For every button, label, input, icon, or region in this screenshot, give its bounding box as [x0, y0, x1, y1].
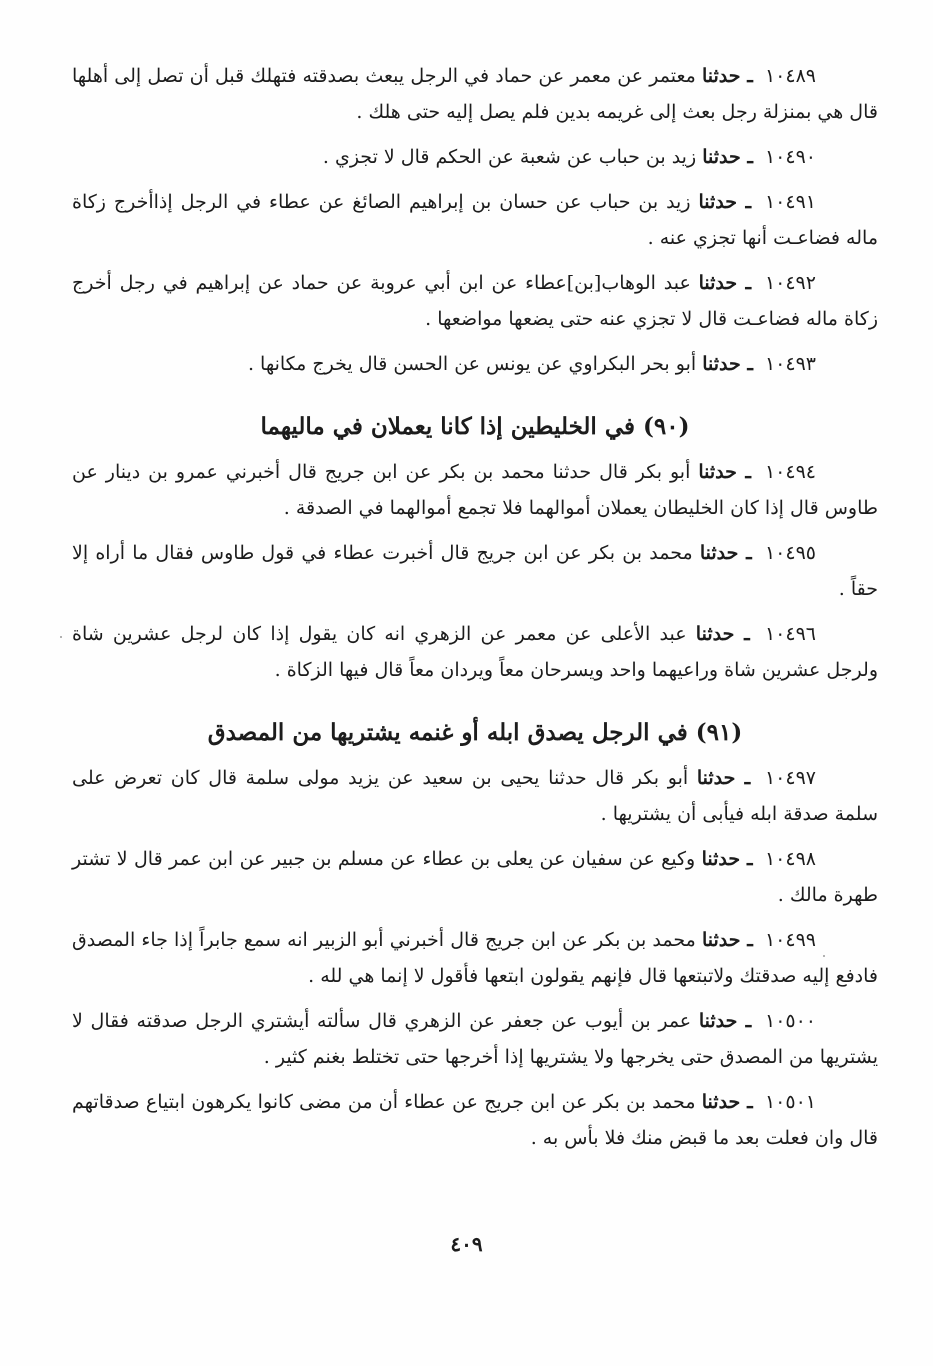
hadith-entry — [72, 1084, 878, 1156]
hadith-number: ١٠٤٩٧ — [764, 767, 816, 789]
hadith-text: أبو بكر قال حدثنا يحيى بن سعيد عن يزيد مولى سلمة قال كان تعرض على سلمة صدقة ابله فيأبى أن يشتريها . — [72, 767, 878, 825]
hadith-lead: ـ حدثنا — [699, 542, 752, 564]
hadith-text: زيد بن حباب عن شعبة عن الحكم قال لا تجزي . — [322, 146, 697, 168]
hadith-entry — [72, 454, 878, 526]
hadith-text: وكيع عن سفيان عن يعلى بن عطاء عن مسلم بن جبير عن ابن عمر قال لا تشتر طهرة مالك . — [72, 848, 878, 906]
hadith-entry — [72, 346, 878, 382]
hadith-number: ١٠٥٠٠ — [764, 1010, 817, 1032]
hadith-entry — [72, 184, 878, 256]
hadith-lead: ـ حدثنا — [698, 461, 751, 483]
hadith-text: عبد الأعلى عن معمر عن الزهري انه كان يقول إذا كان لرجل عشرين شاة ولرجل عشرين شاة وراعيهما واحد ويسرحان معاً ويردان معاً قال فيها الزكاة . — [72, 623, 878, 681]
hadith-text: أبو بحر البكراوي عن يونس عن الحسن قال يخرج مكانها . — [247, 353, 697, 375]
hadith-number: ١٠٤٩٥ — [764, 542, 816, 564]
page-content — [72, 58, 878, 1165]
hadith-text: زيد بن حباب عن حسان بن إبراهيم الصائغ عن عطاء في الرجل إذاأخرج زكاة ماله فضاعـت أنها تجزي عنه . — [72, 191, 878, 249]
scan-speck — [823, 955, 825, 957]
hadith-text: أبو بكر قال حدثنا محمد بن بكر عن ابن جريج قال أخبرني عمرو بن دينار عن طاوس قال إذا كان الخليطان يعملان أموالهما فلا تجمع أموالهما في الصدقة . — [72, 461, 878, 519]
hadith-number: ١٠٤٩١ — [764, 191, 816, 213]
scan-speck — [60, 636, 62, 638]
hadith-lead: ـ حدثنا — [696, 767, 751, 789]
hadith-number: ١٠٤٩٤ — [764, 461, 816, 483]
hadith-number: ١٠٤٩٣ — [764, 353, 816, 375]
hadith-lead: ـ حدثنا — [701, 1091, 753, 1113]
hadith-number: ١٠٤٩٠ — [764, 146, 816, 168]
hadith-entry — [72, 139, 878, 175]
hadith-text: عمر بن أيوب عن جعفر عن الزهري قال سألته أيشتري الرجل صدقته فقال لا يشتريها من المصدق حتى يخرجها ولا يشتريها إذا أخرجها حتى تختلط بغنم كثير . — [72, 1010, 878, 1068]
hadith-number: ١٠٤٩٨ — [764, 848, 816, 870]
hadith-entry — [72, 841, 878, 913]
page-number: ٤٠٩ — [450, 1232, 483, 1256]
hadith-number: ١٠٤٨٩ — [764, 65, 816, 87]
hadith-text: عبد الوهاب[بن]عطاء عن ابن أبي عروبة عن حماد عن إبراهيم في رجل أخرج زكاة ماله فضاعـت قال لا تجزي عنه حتى يضعها مواضعها . — [72, 272, 878, 330]
hadith-entry — [72, 535, 878, 607]
hadith-lead: ـ حدثنا — [698, 1010, 752, 1032]
hadith-entry — [72, 760, 878, 832]
chapter-heading-90: (٩٠) في الخليطين إذا كانا يعملان في ماليهما — [260, 413, 690, 440]
hadith-lead: ـ حدثنا — [701, 848, 753, 870]
hadith-lead: ـ حدثنا — [701, 65, 753, 87]
hadith-text: معتمر عن معمر عن حماد في الرجل يبعث بصدقته فتهلك قبل أن تصل إلى أهلها قال هي بمنزلة رجل بعث إلى غريمه بدين فلم يصل إليه حتى هلك . — [72, 65, 878, 123]
hadith-number: ١٠٤٩٦ — [764, 623, 816, 645]
hadith-lead: ـ حدثنا — [702, 353, 753, 375]
hadith-entry — [72, 58, 878, 130]
hadith-entry — [72, 1003, 878, 1075]
hadith-text: محمد بن بكر عن ابن جريج قال أخبرت عطاء في قول طاوس فقال ما أراه إلا حقاً . — [72, 542, 878, 600]
hadith-lead: ـ حدثنا — [698, 191, 752, 213]
hadith-text: محمد بن بكر عن ابن جريج عن عطاء أن من مضى كانوا يكرهون ابتياع صدقاتهم قال وان فعلت بعد ما قبض منك فلا بأس به . — [72, 1091, 878, 1149]
hadith-number: ١٠٤٩٢ — [764, 272, 816, 294]
hadith-lead: ـ حدثنا — [701, 929, 753, 951]
hadith-lead: ـ حدثنا — [702, 146, 753, 168]
hadith-text: محمد بن بكر عن ابن جريج قال أخبرني أبو الزبير انه سمع جابراً إذا جاء المصدق فادفع إليه صدقتك ولاتبتعها قال فإنهم يقولون ابتعها فأقول لا إنما هي لله . — [72, 929, 878, 987]
hadith-entry — [72, 922, 878, 994]
hadith-lead: ـ حدثنا — [695, 623, 750, 645]
chapter-heading-91: (٩١) في الرجل يصدق ابله أو غنمه يشتريها من المصدق — [207, 719, 743, 746]
hadith-entry — [72, 265, 878, 337]
hadith-number: ١٠٤٩٩ — [764, 929, 816, 951]
hadith-number: ١٠٥٠١ — [764, 1091, 816, 1113]
hadith-lead: ـ حدثنا — [698, 272, 752, 294]
hadith-entry — [72, 616, 878, 688]
